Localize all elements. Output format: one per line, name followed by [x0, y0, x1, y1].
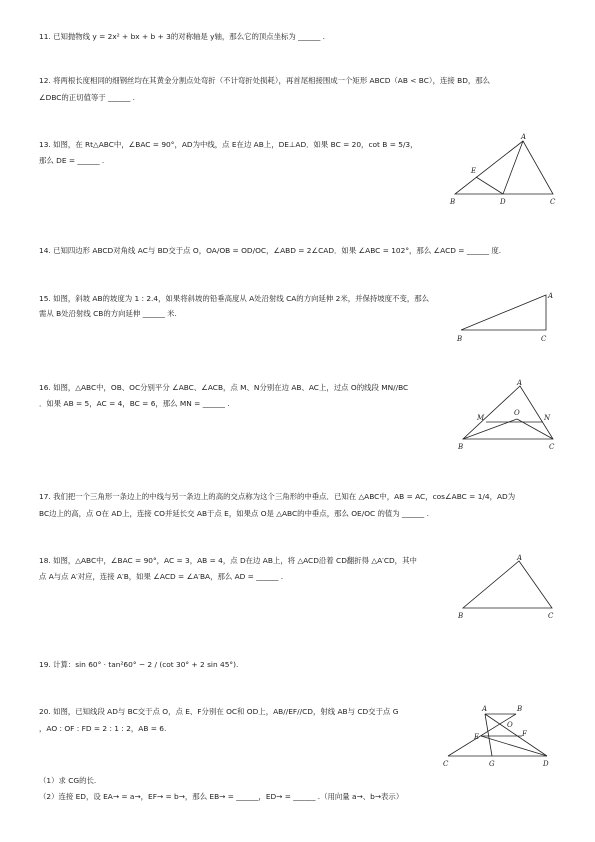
label-a: A [517, 379, 523, 387]
figure-q20 [440, 700, 565, 772]
segment-de [476, 177, 503, 194]
question-13 [39, 139, 418, 167]
label-d: D [500, 198, 506, 206]
question-line: 19. 计算：sin 60° · tan²60° − 2 / (cot 30° + 2 sin 45°). [39, 660, 239, 669]
label-b: B [458, 612, 464, 620]
question-18 [39, 555, 417, 583]
label-g: G [489, 760, 495, 768]
question-19 [39, 659, 238, 671]
question-line: 18. 如图，△ABC中，∠BAC = 90°，AC = 3，AB = 4，点 D在边 AB上，将 △ACD沿着 CD翻折得 △A′CD，其中 [39, 556, 417, 565]
segment-ed [481, 736, 547, 756]
label-c: C [443, 760, 449, 768]
label-a: A [517, 554, 523, 562]
question-line: 17. 我们把一个三角形一条边上的中线与另一条边上的高的交点称为这个三角形的中垂点．已知在 △ABC中，AB = AC，cos∠ABC = 1/4，AD为 [39, 492, 516, 501]
label-b: B [457, 335, 463, 343]
question-line: 需从 B处沿射线 CB的方向延伸 ______ 米. [39, 309, 177, 318]
triangle-abc [455, 141, 553, 194]
label-b: B [450, 198, 456, 206]
label-e: E [474, 733, 480, 741]
question-line: ∠DBC的正切值等于 ______ . [39, 93, 135, 102]
question-line: 11. 已知抛物线 y = 2x² + bx + b + 3的对称轴是 y轴，那么它的顶点坐标为 ______ . [39, 32, 326, 41]
question-line: ，AO : OF : FD = 2 : 1 : 2，AB = 6. [39, 724, 167, 733]
question-line: 13. 如图，在 Rt△ABC中，∠BAC = 90°，AD为中线，点 E在边 AB上，DE⊥AD．如果 BC = 20，cot B = 5/3， [39, 140, 418, 149]
label-e: E [471, 167, 477, 175]
question-line: 20. 如图，已知线段 AD与 BC交于点 O，点 E、F分别在 OC和 OD上，AB//EF//CD，射线 AB与 CD交于点 G [39, 707, 399, 716]
label-o: O [514, 409, 520, 417]
label-d: D [543, 760, 549, 768]
label-b: B [458, 443, 464, 451]
question-16 [39, 382, 408, 410]
triangle-slope [461, 295, 546, 330]
label-b: B [517, 705, 523, 713]
question-line: 那么 DE = ______ . [39, 156, 105, 165]
question-line: BC边上的高，点 O在 AD上，连接 CO并延长交 AB于点 E，如果点 O是 △ABC的中垂点，那么 OE/OC 的值为 ______ . [39, 509, 429, 518]
label-a: A [482, 705, 488, 713]
segment-bc [448, 714, 516, 756]
label-c: C [541, 335, 547, 343]
figure-q13 [445, 133, 565, 208]
question-line: 12. 将两根长度相同的细钢丝均在其黄金分割点处弯折（不计弯折处损耗），再首尾相接围成一个矩形 ABCD（AB < BC），连接 BD，那么 [39, 76, 491, 85]
label-c: C [550, 198, 556, 206]
ray-ag [485, 714, 492, 756]
question-line: ．如果 AB = 5，AC = 4，BC = 6，那么 MN = ______ . [39, 399, 230, 408]
question-17 [39, 491, 515, 520]
label-o: O [507, 721, 513, 729]
subquestion-2: （2）连接 ED，设 EA→ = a→，EF→ = b→，那么 EB→ = ______，ED→ = ______ .（用向量 a→、b→表示） [39, 792, 404, 801]
label-n: N [544, 414, 551, 422]
question-12 [39, 75, 490, 104]
question-15 [39, 293, 429, 320]
question-line: 14. 已知四边形 ABCD对角线 AC与 BD交于点 O，OA/OB = OD/OC，∠ABD = 2∠CAD．如果 ∠ABC = 102°，那么 ∠ACD = ______ 度. [39, 246, 502, 255]
figure-q18 [455, 553, 565, 623]
subquestion-1: （1）求 CG的长. [39, 776, 97, 785]
label-c: C [548, 612, 554, 620]
label-f: F [522, 730, 527, 738]
question-11 [39, 31, 325, 43]
label-m: M [477, 414, 485, 422]
question-line: 点 A与点 A′对应，连接 A′B，如果 ∠ACD = ∠A′BA，那么 AD = ______ . [39, 572, 284, 581]
question-line: 16. 如图，△ABC中，OB、OC分别平分 ∠ABC、∠ACB，点 M、N分别在边 AB、AC上，过点 O的线段 MN//BC [39, 383, 409, 392]
label-a: A [521, 133, 527, 141]
segment-ad [485, 714, 547, 756]
question-14 [39, 245, 501, 257]
question-20 [39, 706, 398, 735]
label-c: C [549, 443, 555, 451]
figure-q15 [455, 290, 565, 345]
triangle-abc [463, 561, 552, 608]
question-line: 15. 如图，斜坡 AB的坡度为 1 : 2.4，如果将斜坡的铅垂高度从 A处沿射线 CA的方向延伸 2米，并保持坡度不变，那么 [39, 294, 430, 303]
label-a: A [548, 292, 554, 300]
figure-q16 [455, 377, 565, 452]
